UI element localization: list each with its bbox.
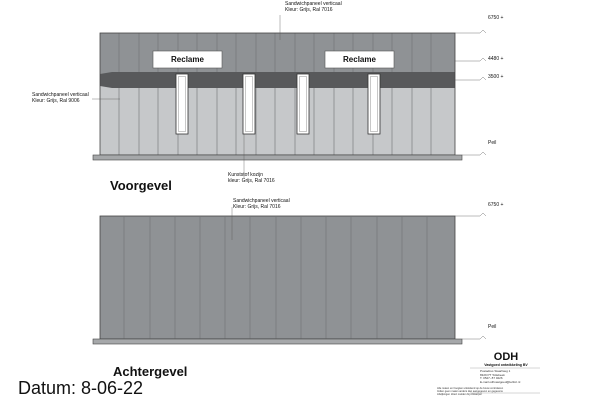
- company-disclaimer: [437, 387, 503, 396]
- company-subtitle: Vastgoed ontwikkeling BV: [484, 363, 528, 367]
- datum-label: Datum: 8-06-22: [18, 378, 144, 398]
- rear-panel-note: [233, 198, 290, 210]
- kozijn-note: [228, 172, 275, 184]
- rear-panel-note-line1: Sandwichpaneel verticaal: [233, 198, 290, 204]
- level-front-peil: Peil: [488, 140, 497, 146]
- level-rear-top: 6750 +: [488, 202, 504, 208]
- front-elevation: [93, 33, 462, 160]
- disclaimer-line1: Alle maten en hoogten uitsluitend op de bouw controleren: [437, 387, 504, 390]
- left-panel-note-line2: Kleur: Grijs, Ral 9006: [32, 98, 80, 104]
- company-address: [480, 370, 520, 384]
- level-front-band: 3500 +: [488, 74, 504, 80]
- reclame-right-label: Reclame: [343, 55, 376, 64]
- rear-elevation: [93, 216, 462, 344]
- level-front-mid: 4480 +: [488, 56, 504, 62]
- front-base: [93, 155, 462, 160]
- voorgevel-title: Voorgevel: [110, 178, 172, 193]
- kozijn-note-line2: kleur: Grijs, Ral 7016: [228, 178, 275, 184]
- company-address-line2: 8329 PT Tollebeek: [480, 372, 505, 377]
- level-front-top: 6750 +: [488, 15, 504, 21]
- disclaimer-line2: Indien geen maten anders dan aangegeven en gegevens: [437, 390, 503, 393]
- top-panel-note-line1: Sandwichpaneel verticaal: [285, 1, 342, 7]
- company-address-line1: Postadres Staarfweg 1: [480, 369, 511, 373]
- disclaimer-line3: Afwijkingen direct melden bij ontwerper: [437, 393, 482, 396]
- rear-panel-note-line2: Kleur: Grijs, Ral 7016: [233, 204, 281, 210]
- level-rear-peil: Peil: [488, 324, 497, 330]
- company-email: E-mail odhvastgoed@telfort.nl: [480, 379, 521, 384]
- kozijn-note-line1: Kunststof kozijn: [228, 172, 264, 178]
- top-panel-note: [285, 1, 342, 13]
- achtergevel-title: Achtergevel: [113, 364, 188, 379]
- company-phone: T. 0527- 87 0226: [480, 376, 503, 380]
- rear-base: [93, 339, 462, 344]
- top-panel-note-line2: Kleur: Grijs, Ral 7016: [285, 7, 333, 13]
- reclame-left-label: Reclame: [171, 55, 204, 64]
- level-markers: [455, 30, 486, 339]
- left-panel-note: [32, 92, 89, 104]
- left-panel-note-line1: Sandwichpaneel verticaal: [32, 92, 89, 98]
- company-name: ODH: [493, 351, 519, 363]
- front-dark-band: [100, 72, 455, 88]
- company-block: [470, 351, 542, 367]
